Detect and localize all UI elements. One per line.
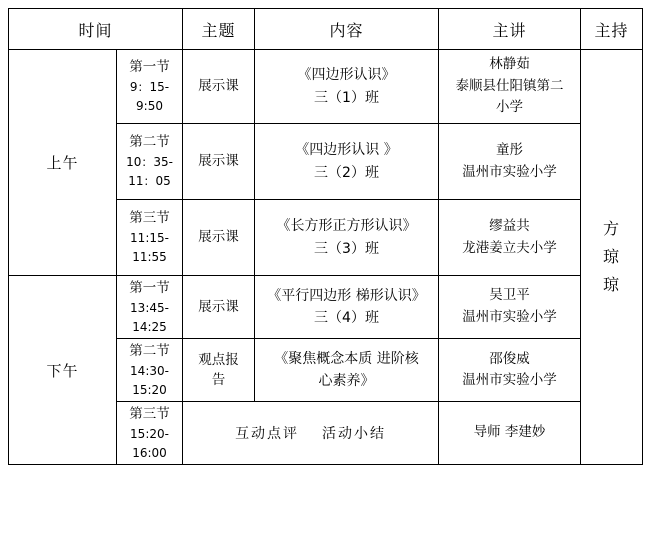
speaker-cell [439, 50, 581, 124]
content-line-2: 三（2）班 [314, 164, 379, 181]
theme-line-1: 观点报 [198, 351, 239, 368]
host-line-2: 琼 [603, 247, 621, 267]
content-line-1: 《聚焦概念本质 进阶核 [274, 350, 419, 367]
session-time: 10：35-11：05 [126, 155, 173, 188]
speaker-cell: 导师 李建妙 [439, 402, 581, 465]
content-line-2: 三（4）班 [314, 310, 379, 327]
table-header-row [9, 9, 643, 50]
theme-cell: 展示课 [183, 124, 255, 200]
content-line-1: 《四边形认识》 [297, 67, 396, 84]
table-row [9, 276, 643, 339]
host-line-1: 方 [603, 219, 621, 239]
speaker-affiliation-1: 温州市实验小学 [462, 163, 557, 180]
header-theme: 主题 [183, 9, 255, 50]
content-line-1: 《平行四边形 梯形认识》 [267, 287, 426, 304]
content-cell [255, 339, 439, 402]
content-line-1: 《长方形正方形认识》 [276, 218, 417, 235]
merged-content-b: 活动小结 [321, 426, 386, 443]
content-cell [255, 124, 439, 200]
host-cell [581, 50, 643, 465]
header-content: 内容 [255, 9, 439, 50]
table-body [9, 50, 643, 465]
merged-content-a: 互动点评 [235, 426, 300, 443]
speaker-affiliation-1: 龙港姜立夫小学 [462, 239, 557, 256]
speaker-affiliation-1: 泰顺县仕阳镇第二 [455, 77, 564, 94]
content-line-1: 《四边形认识 》 [295, 142, 398, 159]
session-time: 14:30-15:20 [130, 364, 169, 397]
table-header [9, 9, 643, 50]
session-name: 第二节 [129, 343, 170, 360]
table-row [9, 50, 643, 124]
merged-content-cell [183, 402, 439, 465]
session-time: 11:15-11:55 [130, 231, 169, 264]
theme-cell: 展示课 [183, 276, 255, 339]
session-name: 第一节 [129, 280, 170, 296]
theme-cell [183, 339, 255, 402]
theme-cell: 展示课 [183, 200, 255, 276]
speaker-affiliation-1: 温州市实验小学 [462, 372, 557, 389]
session-cell [117, 402, 183, 465]
session-cell [117, 339, 183, 402]
speaker-cell [439, 339, 581, 402]
period-afternoon: 下午 [9, 276, 117, 465]
content-line-2: 心素养》 [318, 373, 375, 390]
session-name: 第三节 [129, 406, 170, 423]
speaker-name: 吴卫平 [489, 287, 530, 304]
session-time: 15:20-16:00 [130, 427, 169, 460]
session-cell [117, 200, 183, 276]
speaker-affiliation-1: 温州市实验小学 [462, 309, 557, 326]
speaker-cell [439, 276, 581, 339]
content-cell [255, 276, 439, 339]
session-time: 9：15-9:50 [129, 80, 170, 113]
speaker-name: 邵俊威 [489, 350, 530, 367]
header-speaker: 主讲 [439, 9, 581, 50]
session-cell [117, 50, 183, 124]
theme-line-2: 告 [211, 372, 226, 389]
speaker-name: 童彤 [496, 141, 524, 158]
session-cell [117, 124, 183, 200]
speaker-name: 林静茹 [489, 56, 530, 73]
session-name: 第三节 [129, 210, 170, 227]
host-line-3: 琼 [603, 275, 621, 295]
session-cell [117, 276, 183, 339]
speaker-affiliation-2: 小学 [496, 99, 524, 116]
speaker-cell [439, 200, 581, 276]
speaker-cell [439, 124, 581, 200]
schedule-table [8, 8, 643, 465]
session-name: 第一节 [129, 59, 170, 76]
speaker-name: 缪益共 [489, 217, 530, 234]
theme-cell: 展示课 [183, 50, 255, 124]
header-host: 主持 [581, 9, 643, 50]
session-name: 第二节 [129, 134, 170, 151]
content-line-2: 三（3）班 [314, 240, 379, 257]
period-morning: 上午 [9, 50, 117, 276]
session-time: 13:45-14:25 [130, 300, 169, 334]
content-cell [255, 50, 439, 124]
header-time: 时间 [9, 9, 183, 50]
content-line-2: 三（1）班 [314, 89, 379, 106]
content-cell [255, 200, 439, 276]
